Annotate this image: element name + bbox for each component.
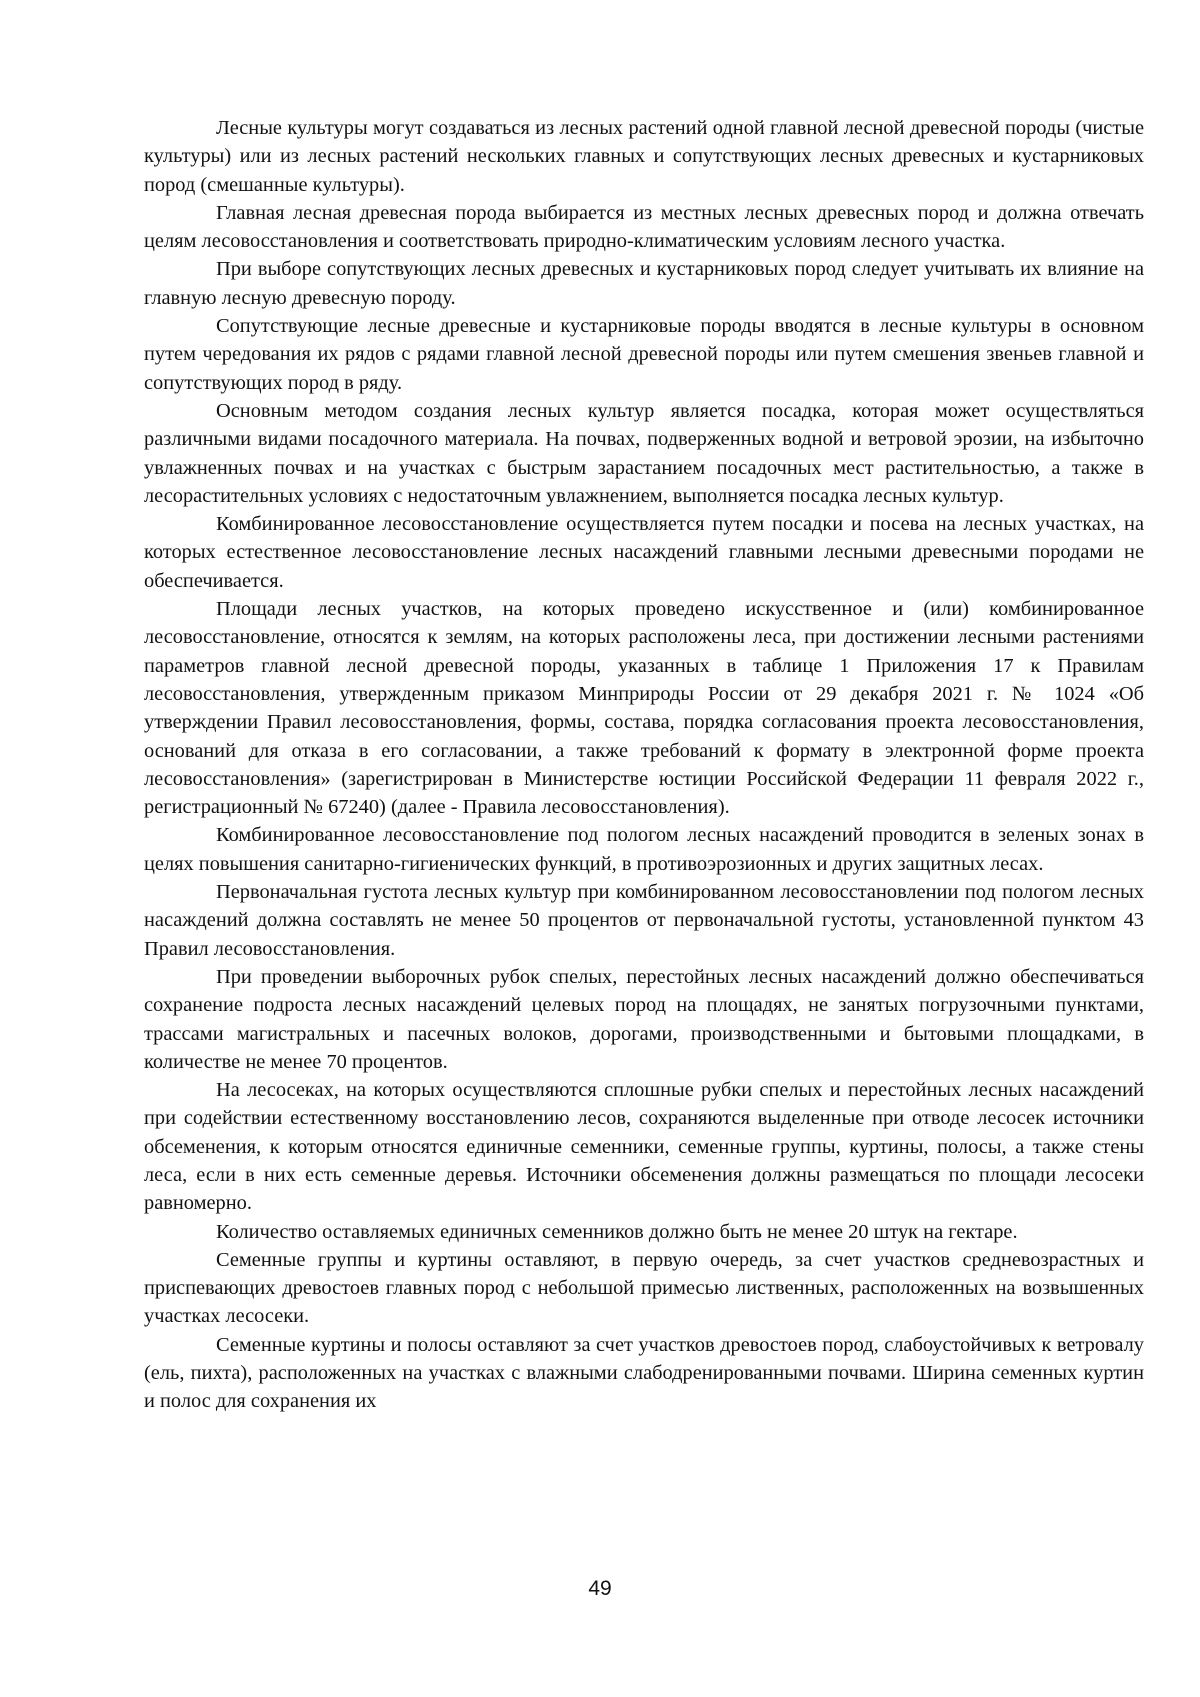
paragraph: При проведении выборочных рубок спелых, перестойных лесных насаждений должно обеспечиваться сохранение подроста лесных насаждений целевых пород на площадях, не занятых погрузочными пунктами, трассами магистральных и пасечных волоков, дорогами, производственными и бытовыми площадками, в количестве не менее 70 процентов.: [144, 965, 1144, 1073]
paragraph: Главная лесная древесная порода выбирается из местных лесных древесных пород и должна отвечать целям лесовосстановления и соответствовать природно-климатическим условиям лесного участка.: [144, 201, 1144, 253]
document-body: [144, 114, 1144, 1416]
page-number: 49: [588, 1577, 612, 1600]
paragraph: Основным методом создания лесных культур является посадка, которая может осуществляться различными видами посадочного материала. На почвах, подверженных водной и ветровой эрозии, на избыточно увлажненных почвах и на участках с быстрым зарастанием посадочных мест растительностью, а также в лесорастительных условиях с недостаточным увлажнением, выполняется посадка лесных культур.: [144, 399, 1144, 507]
paragraph: Лесные культуры могут создаваться из лесных растений одной главной лесной древесной породы (чистые культуры) или из лесных растений нескольких главных и сопутствующих лесных древесных и кустарниковых пород (смешанные культуры).: [144, 117, 1144, 196]
paragraph: Количество оставляемых единичных семенников должно быть не менее 20 штук на гектаре.: [216, 1220, 1018, 1243]
paragraph: Комбинированное лесовосстановление осуществляется путем посадки и посева на лесных участках, на которых естественное лесовосстановление лесных насаждений главными лесными древесными породами не обеспечивается.: [144, 513, 1144, 592]
paragraph: Семенные группы и куртины оставляют, в первую очередь, за счет участков средневозрастных и приспевающих древостоев главных пород с небольшой примесью лиственных, расположенных на возвышенных участках лесосеки.: [144, 1248, 1144, 1328]
paragraph: Площади лесных участков, на которых проведено искусственное и (или) комбинированное лесовосстановление, относятся к землям, на которых расположены леса, при достижении лесными растениями параметров главной лесной древесной породы, указанных в таблице 1 Приложения 17 к Правилам лесовосстановления, утвержденным приказом Минприроды России от 29 декабря 2021 г. № 1024 «Об утверждении Правил лесовосстановления, формы, состава, порядка согласования проекта лесовосстановления, оснований для отказа в его согласовании, а также требований к формату в электронной форме проекта лесовосстановления» (зарегистрирован в Министерстве юстиции Российской Федерации 11 февраля 2022 г., регистрационный № 67240) (далее - Правила лесовосстановления).: [144, 598, 1144, 819]
paragraph: Первоначальная густота лесных культур при комбинированном лесовосстановлении под пологом лесных насаждений должна составлять не менее 50 процентов от первоначальной густоты, установленной пунктом 43 Правил лесовосстановления.: [144, 881, 1144, 960]
paragraph: Сопутствующие лесные древесные и кустарниковые породы вводятся в лесные культуры в основном путем чередования их рядов с рядами главной лесной древесной породы или путем смешения звеньев главной и сопутствующих пород в ряду.: [144, 315, 1144, 394]
paragraph: На лесосеках, на которых осуществляются сплошные рубки спелых и перестойных лесных насаждений при содействии естественному восстановлению лесов, сохраняются выделенные при отводе лесосек источники обсеменения, к которым относятся единичные семенники, семенные группы, куртины, полосы, а также стены леса, если в них есть семенные деревья. Источники обсеменения должны размещаться по площади лесосеки равномерно.: [144, 1079, 1144, 1215]
paragraph: При выборе сопутствующих лесных древесных и кустарниковых пород следует учитывать их влияние на главную лесную древесную породу.: [144, 258, 1144, 309]
paragraph: Комбинированное лесовосстановление под пологом лесных насаждений проводится в зеленых зонах в целях повышения санитарно-гигиенических функций, в противоэрозионных и других защитных лесах.: [144, 824, 1144, 875]
paragraph: Семенные куртины и полосы оставляют за счет участков древостоев пород, слабоустойчивых к ветровалу (ель, пихта), расположенных на участках с влажными слабодренированными почвами. Ширина семенных куртин и полос для сохранения их: [144, 1333, 1144, 1413]
